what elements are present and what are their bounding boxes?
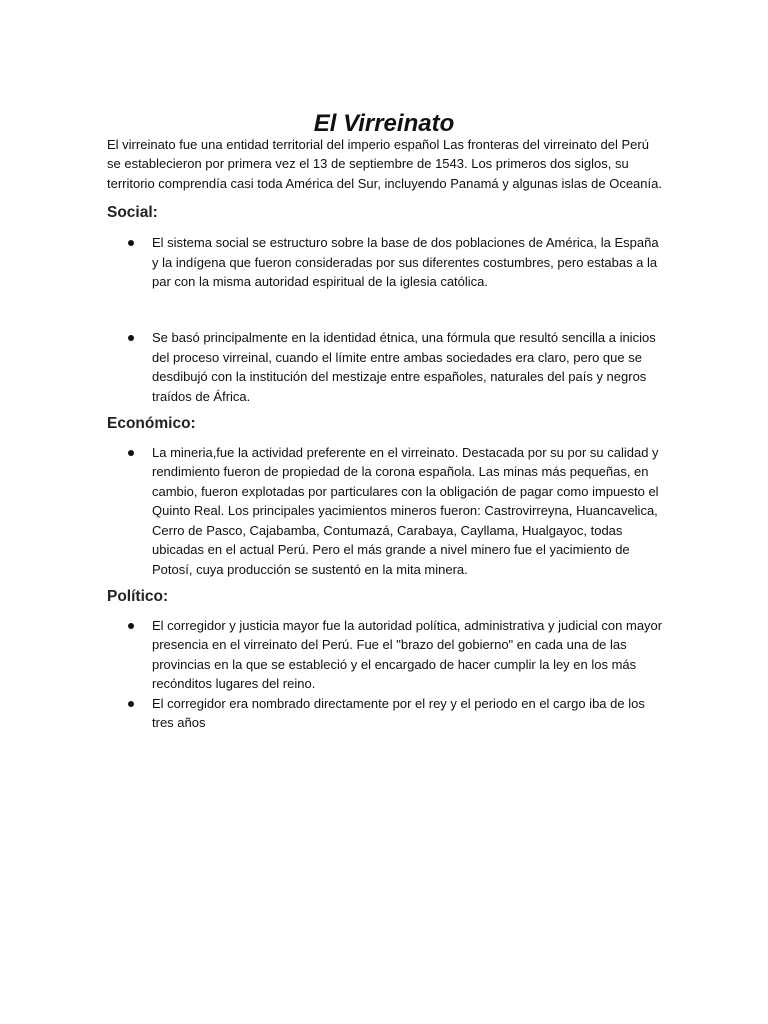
list-item-text: La mineria,fue la actividad preferente en el virreinato. Destacada por su por su calidad y rendimiento fueron de propiedad de la corona española. Las minas más pequeñas, en cambio, fueron explotadas por particulares con la obligación de pagar como impuesto el Quinto Real. Los principales yacimientos mineros fueron: Castrovirreyna, Huancavelica, Cerro de Pasco, Cajabamba, Contumazá, Carabaya, Cayllama, Hualgayoc, todas ubicadas en el actual Perú. Pero el más grande a nivel minero fue el yacimiento de Potosí, cuya producción se sustentó en la mita minera.	[152, 445, 659, 577]
bullet-icon	[128, 701, 134, 707]
economico-list	[107, 443, 663, 579]
bullet-icon	[128, 335, 134, 341]
section-heading-politico: Político:	[107, 587, 169, 605]
list-item-text: El corregidor y justicia mayor fue la autoridad política, administrativa y judicial con mayor presencia en el virreinato del Perú. Fue el "brazo del gobierno" en cada una de las provincias en la que se estableció y el encargado de hacer cumplir la ley en los más recónditos lugares del reino.	[152, 617, 663, 692]
list-item-text: El corregidor era nombrado directamente por el rey y el periodo en el cargo iba de los tres años	[152, 695, 645, 730]
document-body	[107, 135, 663, 732]
social-list	[107, 233, 663, 406]
list-item	[107, 443, 663, 579]
list-item-text: El sistema social se estructuro sobre la base de dos poblaciones de América, la España y la indígena que fueron consideradas por sus diferentes costumbres, pero estabas a la par con la misma autoridad espiritual de la iglesia católica.	[152, 235, 659, 290]
intro-paragraph: El virreinato fue una entidad territorial del imperio español Las fronteras del virreinato del Perú se establecieron por primera vez el 13 de septiembre de 1543. Los primeros dos siglos, su territorio comprendía casi toda América del Sur, incluyendo Panamá y algunas islas de Oceanía.	[107, 137, 662, 191]
list-item	[107, 694, 663, 733]
list-item	[107, 233, 663, 291]
list-item-text: Se basó principalmente en la identidad étnica, una fórmula que resultó sencilla a inicios del proceso virreinal, cuando el límite entre ambas sociedades era claro, pero que se desdibujó con la institución del mestizaje entre españoles, naturales del país y negros traídos de África.	[152, 330, 656, 404]
bullet-icon	[128, 623, 134, 629]
document-title: El Virreinato	[313, 110, 455, 138]
section-heading-economico: Económico:	[107, 415, 196, 433]
list-item	[107, 616, 663, 694]
list-item	[107, 328, 663, 406]
bullet-icon	[128, 240, 134, 246]
section-heading-social: Social:	[107, 204, 158, 222]
politico-list	[107, 616, 663, 732]
bullet-icon	[128, 450, 134, 456]
